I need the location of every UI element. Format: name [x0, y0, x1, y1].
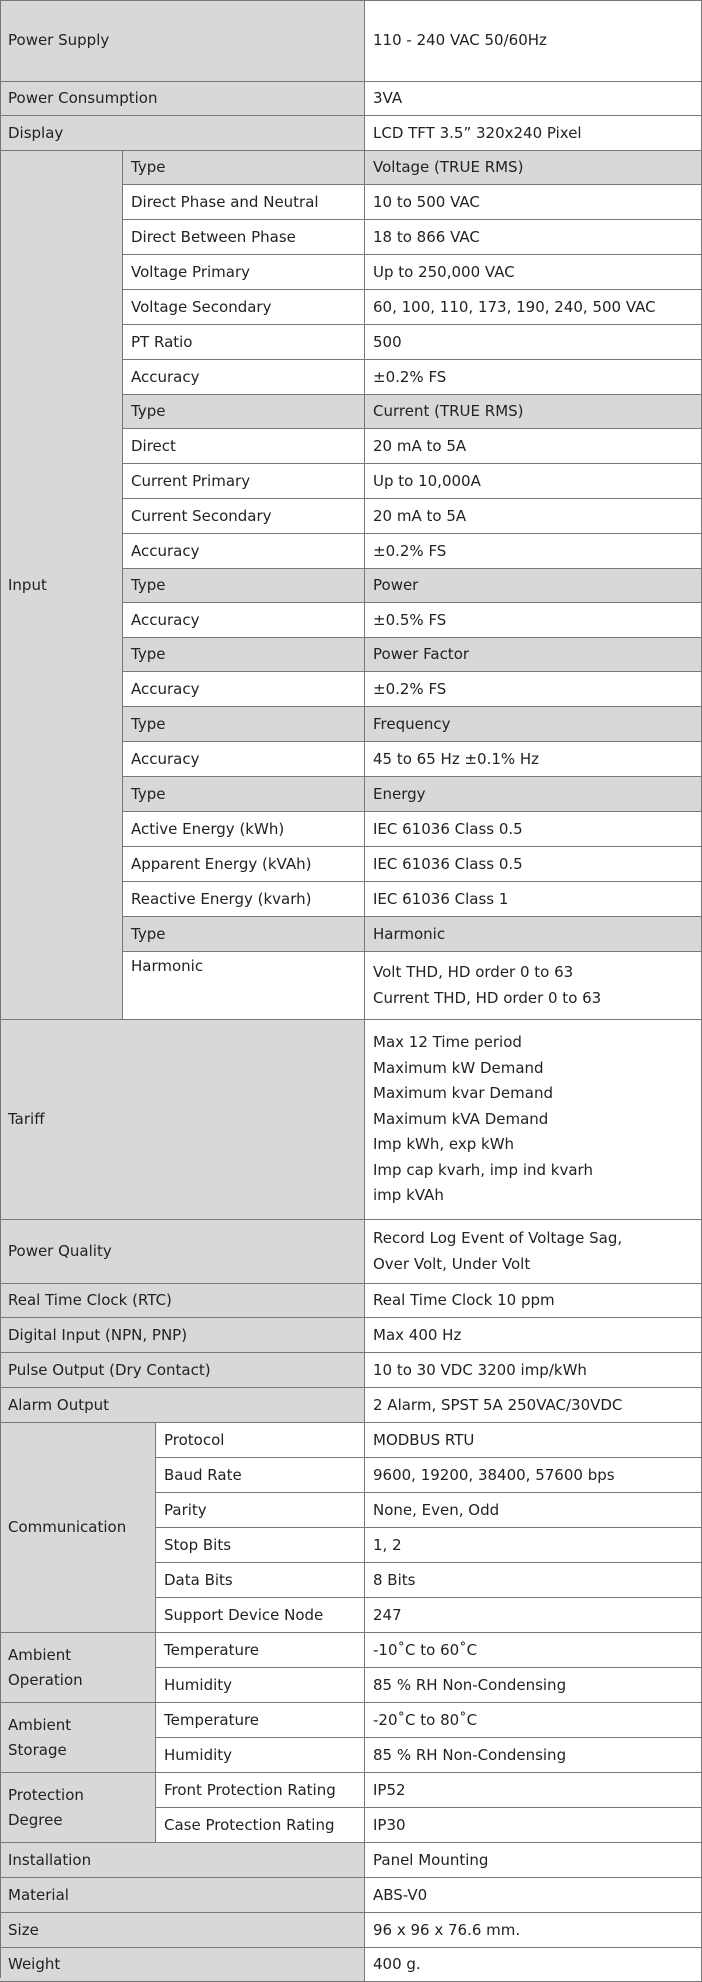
spec-value-line: Volt THD, HD order 0 to 63 — [373, 963, 574, 981]
spec-value-line: Maximum kvar Demand — [373, 1084, 553, 1103]
spec-value: Frequency — [365, 707, 702, 742]
sub-label: Voltage Secondary — [123, 290, 365, 325]
spec-value: 3VA — [365, 82, 702, 116]
spec-value: 60, 100, 110, 173, 190, 240, 500 VAC — [365, 290, 702, 325]
sub-label: Accuracy — [123, 742, 365, 777]
spec-value: IEC 61036 Class 0.5 — [365, 847, 702, 882]
spec-label: Installation — [0, 1843, 365, 1878]
sub-label: Direct — [123, 429, 365, 464]
spec-value: Up to 10,000A — [365, 464, 702, 499]
group-label: Input — [0, 151, 123, 1020]
spec-value: 10 to 500 VAC — [365, 185, 702, 220]
spec-value-line: Maximum kVA Demand — [373, 1109, 549, 1128]
sub-label: Type — [123, 395, 365, 429]
spec-value: 8 Bits — [365, 1563, 702, 1598]
sub-label: Type — [123, 707, 365, 742]
sub-label: Type — [123, 777, 365, 812]
sub-label: Type — [123, 638, 365, 672]
spec-value-line: Maximum kW Demand — [373, 1058, 544, 1077]
spec-value: ±0.2% FS — [365, 534, 702, 569]
spec-value: Panel Mounting — [365, 1843, 702, 1878]
spec-value: Power Factor — [365, 638, 702, 672]
spec-label: Power Quality — [0, 1220, 365, 1284]
spec-value: 500 — [365, 325, 702, 360]
spec-label: Tariff — [0, 1020, 365, 1220]
spec-value: IP52 — [365, 1773, 702, 1808]
spec-value: IP30 — [365, 1808, 702, 1843]
spec-value: 20 mA to 5A — [365, 499, 702, 534]
spec-value: Voltage (TRUE RMS) — [365, 151, 702, 185]
spec-value: MODBUS RTU — [365, 1423, 702, 1458]
sub-label: Current Secondary — [123, 499, 365, 534]
sub-label: Baud Rate — [156, 1458, 365, 1493]
sub-label: Apparent Energy (kVAh) — [123, 847, 365, 882]
spec-label: Power Consumption — [0, 82, 365, 116]
spec-value: ABS-V0 — [365, 1878, 702, 1913]
spec-value-line: Record Log Event of Voltage Sag, — [373, 1229, 623, 1247]
sub-label: Voltage Primary — [123, 255, 365, 290]
sub-label: Data Bits — [156, 1563, 365, 1598]
spec-value: Current (TRUE RMS) — [365, 395, 702, 429]
spec-label: Weight — [0, 1948, 365, 1982]
group-label-line: Ambient — [8, 1645, 72, 1664]
spec-value: LCD TFT 3.5” 320x240 Pixel — [365, 116, 702, 151]
sub-label: Accuracy — [123, 603, 365, 638]
spec-value: 85 % RH Non-Condensing — [365, 1668, 702, 1703]
sub-label: Current Primary — [123, 464, 365, 499]
spec-label: Display — [0, 116, 365, 151]
spec-value: ±0.5% FS — [365, 603, 702, 638]
sub-label: Type — [123, 917, 365, 952]
spec-label: Power Supply — [0, 0, 365, 82]
sub-label: Type — [123, 151, 365, 185]
sub-label: Protocol — [156, 1423, 365, 1458]
group-label-line: Ambient — [8, 1715, 72, 1734]
spec-label: Alarm Output — [0, 1388, 365, 1423]
sub-label: Harmonic — [123, 952, 365, 1020]
sub-label: Case Protection Rating — [156, 1808, 365, 1843]
sub-label: Humidity — [156, 1738, 365, 1773]
spec-value: Max 400 Hz — [365, 1318, 702, 1353]
sub-label: Accuracy — [123, 360, 365, 395]
spec-value: 10 to 30 VDC 3200 imp/kWh — [365, 1353, 702, 1388]
sub-label: Front Protection Rating — [156, 1773, 365, 1808]
group-label — [0, 1703, 156, 1773]
spec-value: 247 — [365, 1598, 702, 1633]
spec-value: 85 % RH Non-Condensing — [365, 1738, 702, 1773]
spec-value: Up to 250,000 VAC — [365, 255, 702, 290]
spec-value: Harmonic — [365, 917, 702, 952]
sub-label: Temperature — [156, 1633, 365, 1668]
sub-label: Stop Bits — [156, 1528, 365, 1563]
spec-value: ±0.2% FS — [365, 360, 702, 395]
spec-value-line: Imp kWh, exp kWh — [373, 1135, 515, 1154]
spec-value: -20˚C to 80˚C — [365, 1703, 702, 1738]
spec-value: Energy — [365, 777, 702, 812]
spec-value: 18 to 866 VAC — [365, 220, 702, 255]
sub-label: Type — [123, 569, 365, 603]
spec-label: Digital Input (NPN, PNP) — [0, 1318, 365, 1353]
spec-value: 110 - 240 VAC 50/60Hz — [365, 0, 702, 82]
spec-label: Pulse Output (Dry Contact) — [0, 1353, 365, 1388]
sub-label: Temperature — [156, 1703, 365, 1738]
sub-label: Parity — [156, 1493, 365, 1528]
spec-value-line: Max 12 Time period — [373, 1033, 522, 1052]
group-label — [0, 1773, 156, 1843]
spec-value — [365, 952, 702, 1020]
spec-label: Size — [0, 1913, 365, 1948]
spec-value-line: imp kVAh — [373, 1186, 444, 1205]
spec-value: 400 g. — [365, 1948, 702, 1982]
sub-label: Humidity — [156, 1668, 365, 1703]
sub-label: Direct Phase and Neutral — [123, 185, 365, 220]
group-label-line: Operation — [8, 1670, 83, 1689]
sub-label: Direct Between Phase — [123, 220, 365, 255]
group-label — [0, 1633, 156, 1703]
spec-value: 9600, 19200, 38400, 57600 bps — [365, 1458, 702, 1493]
spec-value: None, Even, Odd — [365, 1493, 702, 1528]
group-label-line: Degree — [8, 1810, 63, 1829]
spec-value: ±0.2% FS — [365, 672, 702, 707]
spec-value-line: Current THD, HD order 0 to 63 — [373, 988, 602, 1007]
group-label-line: Protection — [8, 1785, 84, 1804]
spec-value: 1, 2 — [365, 1528, 702, 1563]
spec-value: Real Time Clock 10 ppm — [365, 1284, 702, 1318]
spec-value-line: Imp cap kvarh, imp ind kvarh — [373, 1160, 593, 1179]
spec-value — [365, 1020, 702, 1220]
sub-label: Active Energy (kWh) — [123, 812, 365, 847]
group-label-line: Storage — [8, 1740, 67, 1759]
spec-value: Power — [365, 569, 702, 603]
spec-label: Material — [0, 1878, 365, 1913]
sub-label: Accuracy — [123, 672, 365, 707]
spec-label: Real Time Clock (RTC) — [0, 1284, 365, 1318]
spec-value: -10˚C to 60˚C — [365, 1633, 702, 1668]
spec-value: IEC 61036 Class 1 — [365, 882, 702, 917]
sub-label: Support Device Node — [156, 1598, 365, 1633]
spec-value: 96 x 96 x 76.6 mm. — [365, 1913, 702, 1948]
spec-value — [365, 1220, 702, 1284]
spec-value-line: Over Volt, Under Volt — [373, 1254, 531, 1273]
spec-value: 20 mA to 5A — [365, 429, 702, 464]
spec-value: 45 to 65 Hz ±0.1% Hz — [365, 742, 702, 777]
sub-label: Accuracy — [123, 534, 365, 569]
spec-value: 2 Alarm, SPST 5A 250VAC/30VDC — [365, 1388, 702, 1423]
group-label: Communication — [0, 1423, 156, 1633]
spec-value: IEC 61036 Class 0.5 — [365, 812, 702, 847]
sub-label: PT Ratio — [123, 325, 365, 360]
sub-label: Reactive Energy (kvarh) — [123, 882, 365, 917]
